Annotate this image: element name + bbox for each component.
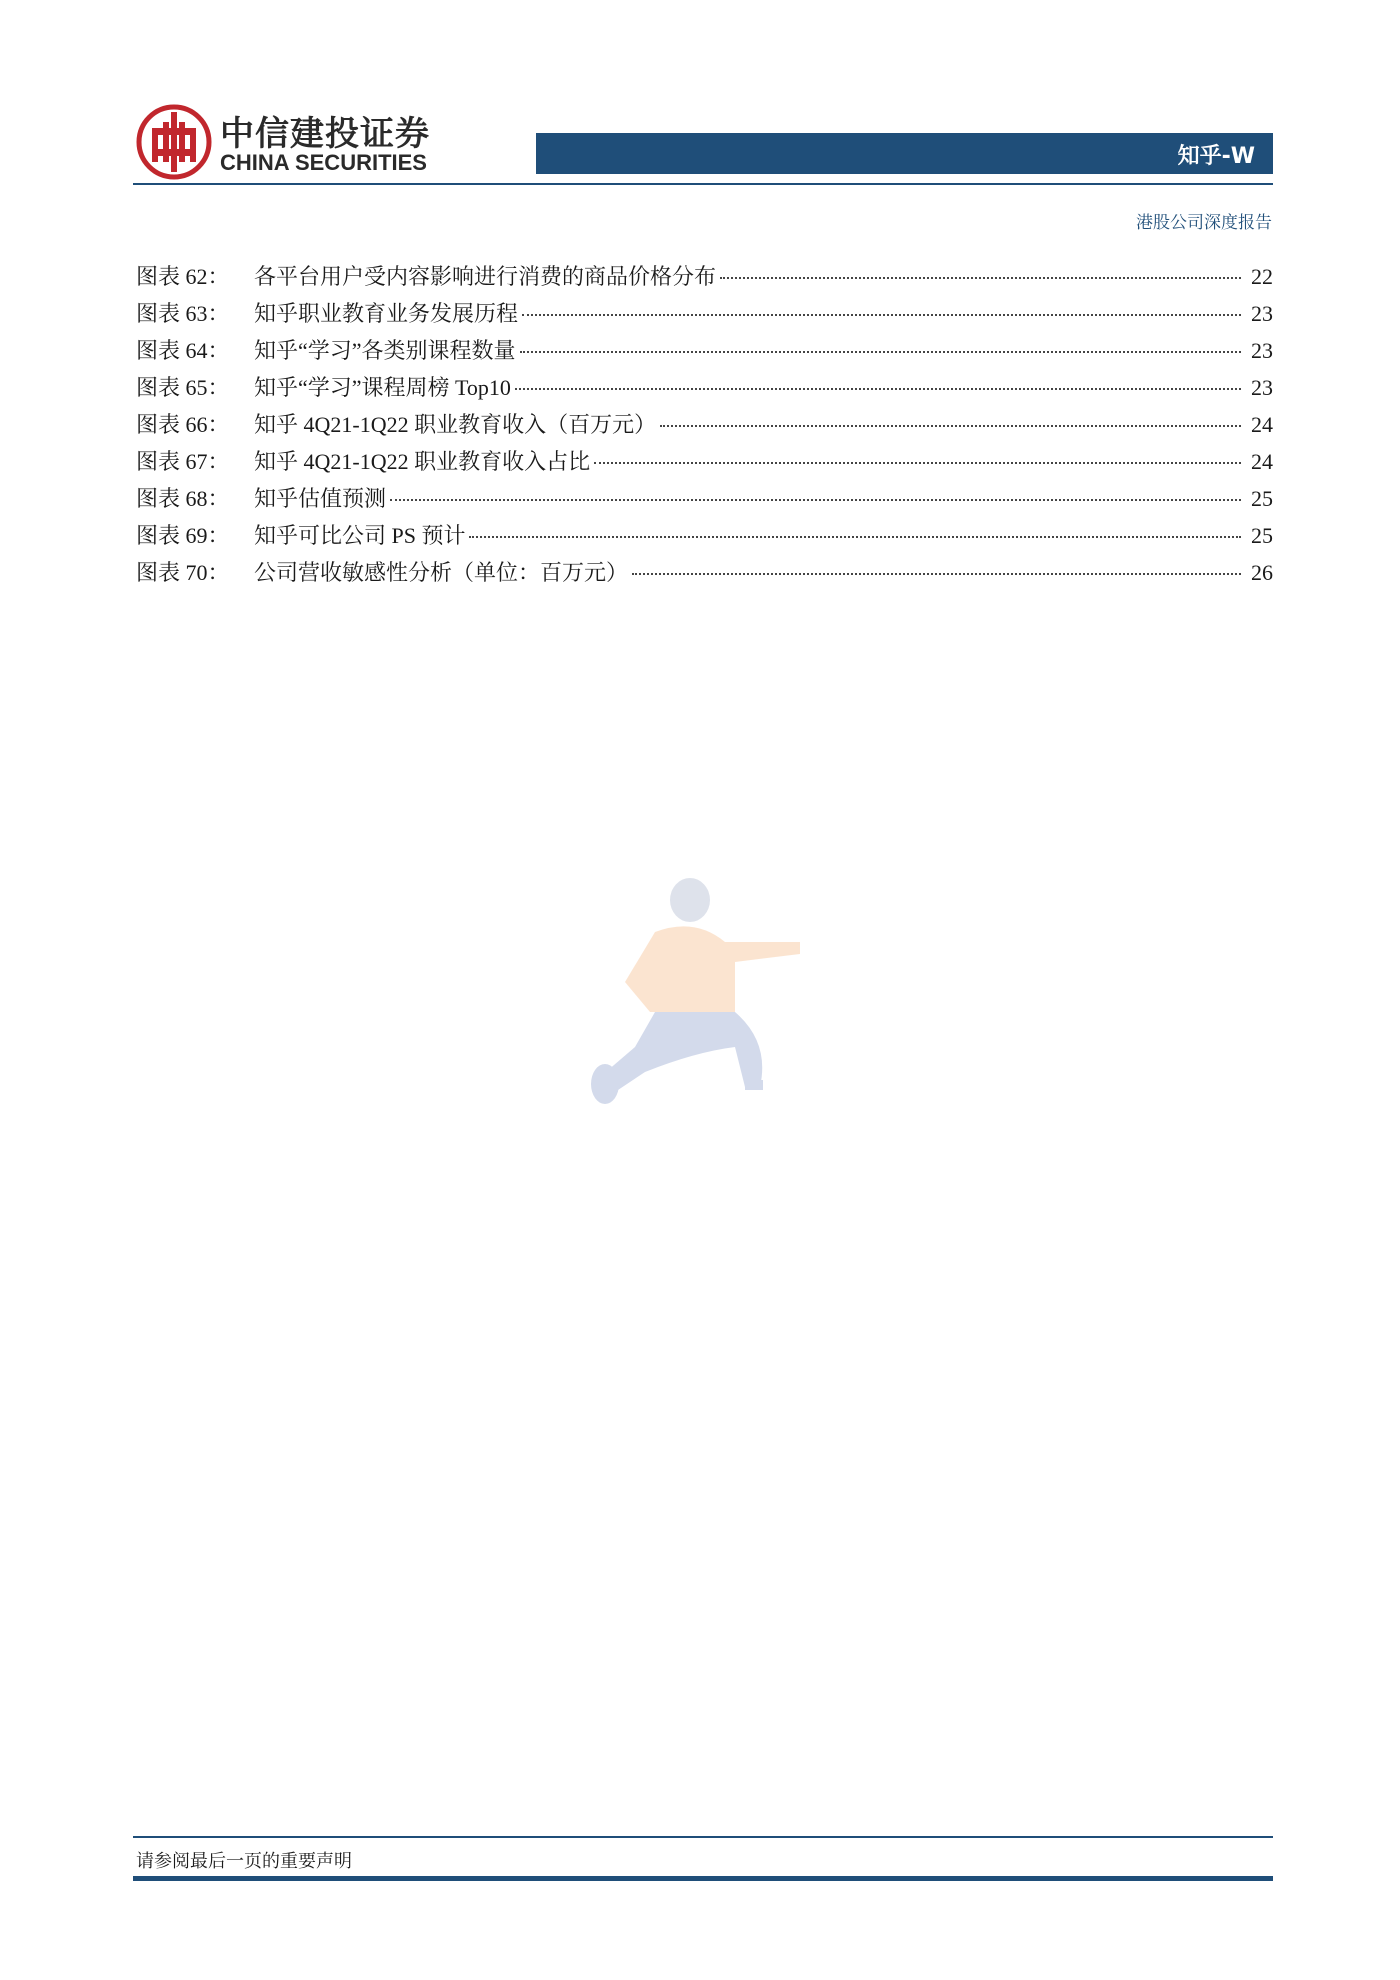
toc-title: 知乎“学习”课程周榜 Top10 (254, 375, 511, 400)
toc-label: 图表 69： (136, 523, 230, 548)
brand-name-cn: 中信建投证券 (220, 114, 430, 154)
toc-title: 公司营收敏感性分析（单位：百万元） (254, 560, 629, 585)
toc-label: 图表 70： (136, 560, 230, 585)
toc-title: 知乎“学习”各类别课程数量 (254, 338, 516, 363)
toc-entry[interactable] (136, 297, 1273, 334)
china-securities-emblem-icon (136, 104, 212, 180)
toc-page-number: 25 (1251, 486, 1273, 511)
footer-disclaimer: 请参阅最后一页的重要声明 (136, 1851, 352, 1872)
toc-leader-dots (469, 536, 1241, 538)
toc-label: 图表 64： (136, 338, 230, 363)
header-divider (133, 183, 1273, 185)
toc-leader-dots (390, 499, 1241, 501)
toc-label: 图表 68： (136, 486, 230, 511)
report-type: 港股公司深度报告 (1136, 213, 1272, 233)
running-person-icon (585, 872, 830, 1112)
figure-list (136, 260, 1273, 593)
toc-title: 知乎职业教育业务发展历程 (254, 301, 519, 326)
toc-title: 知乎 4Q21-1Q22 职业教育收入（百万元） (254, 412, 657, 437)
toc-entry[interactable] (136, 519, 1273, 556)
toc-entry[interactable] (136, 445, 1273, 482)
toc-label: 图表 65： (136, 375, 230, 400)
toc-leader-dots (594, 462, 1241, 464)
toc-leader-dots (522, 314, 1241, 316)
brand-name-en: CHINA SECURITIES (220, 150, 427, 175)
toc-label: 图表 62： (136, 264, 230, 289)
toc-page-number: 26 (1251, 560, 1273, 585)
toc-entry[interactable] (136, 260, 1273, 297)
toc-page-number: 23 (1251, 301, 1273, 326)
toc-page-number: 23 (1251, 338, 1273, 363)
brand-logo (136, 102, 456, 182)
toc-leader-dots (632, 573, 1241, 575)
toc-label: 图表 63： (136, 301, 230, 326)
toc-entry[interactable] (136, 408, 1273, 445)
header-bar (536, 133, 1273, 174)
toc-leader-dots (660, 425, 1241, 427)
toc-leader-dots (720, 277, 1241, 279)
toc-title: 各平台用户受内容影响进行消费的商品价格分布 (254, 264, 717, 289)
toc-entry[interactable] (136, 334, 1273, 371)
toc-label: 图表 66： (136, 412, 230, 437)
toc-label: 图表 67： (136, 449, 230, 474)
toc-leader-dots (520, 351, 1241, 353)
footer-divider-top (133, 1836, 1273, 1838)
toc-title: 知乎可比公司 PS 预计 (254, 523, 466, 548)
footer-divider-bottom (133, 1876, 1273, 1881)
toc-entry[interactable] (136, 371, 1273, 408)
toc-leader-dots (515, 388, 1241, 390)
toc-page-number: 23 (1251, 375, 1273, 400)
toc-page-number: 24 (1251, 412, 1273, 437)
toc-entry[interactable] (136, 482, 1273, 519)
toc-title: 知乎 4Q21-1Q22 职业教育收入占比 (254, 449, 591, 474)
toc-page-number: 24 (1251, 449, 1273, 474)
toc-page-number: 25 (1251, 523, 1273, 548)
toc-page-number: 22 (1251, 264, 1273, 289)
toc-title: 知乎估值预测 (254, 486, 387, 511)
company-name: 知乎-W (1177, 144, 1255, 169)
toc-entry[interactable] (136, 556, 1273, 593)
